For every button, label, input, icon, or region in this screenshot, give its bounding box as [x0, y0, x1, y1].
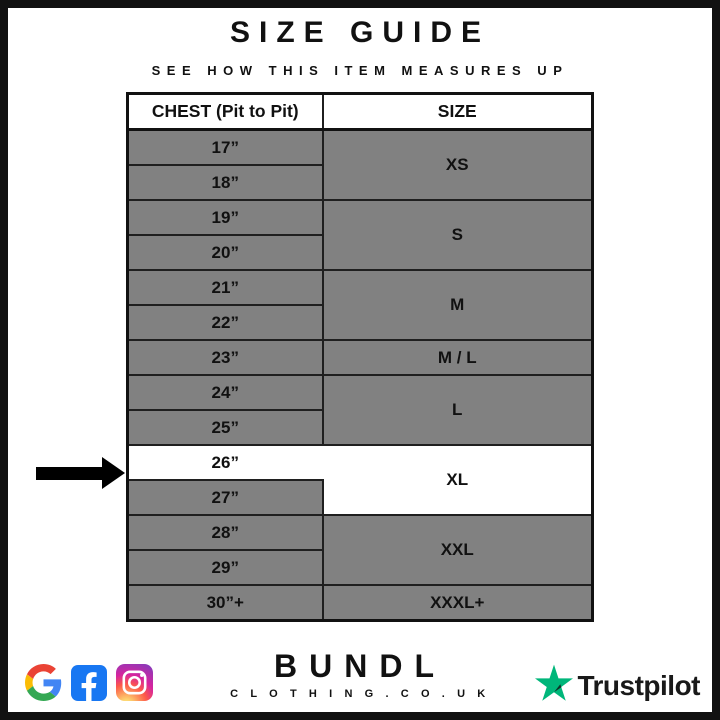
size-guide-page: [8, 16, 712, 720]
facebook-icon: [71, 665, 107, 701]
table-row: [128, 270, 593, 305]
size-cell: XXXL+: [323, 585, 593, 621]
brand-domain: C L O T H I N G . C O . U K: [230, 688, 490, 700]
chest-cell: 21”: [128, 270, 323, 305]
chest-cell: 29”: [128, 550, 323, 585]
table-row-highlighted: [128, 445, 593, 480]
size-table: [126, 92, 594, 622]
social-icons: [25, 664, 153, 701]
google-icon: [25, 664, 62, 701]
chest-cell: 17”: [128, 130, 323, 166]
chest-cell: 25”: [128, 410, 323, 445]
table-row: [128, 585, 593, 621]
chest-cell: 30”+: [128, 585, 323, 621]
size-column-header: SIZE: [323, 94, 593, 130]
chest-cell: 19”: [128, 200, 323, 235]
table-header-row: [128, 94, 593, 130]
size-cell-highlighted: XL: [323, 445, 593, 515]
brand-name: BUNDL: [274, 648, 446, 684]
page-title: SIZE GUIDE: [229, 16, 491, 49]
page-subtitle: SEE HOW THIS ITEM MEASURES UP: [151, 63, 569, 78]
table-row: [128, 130, 593, 166]
chest-cell: 24”: [128, 375, 323, 410]
chest-cell: 22”: [128, 305, 323, 340]
chest-column-header: CHEST (Pit to Pit): [128, 94, 323, 130]
trustpilot-star-icon: [535, 664, 573, 707]
size-cell: XXL: [323, 515, 593, 585]
table-row: [128, 515, 593, 550]
table-row: [128, 200, 593, 235]
footer: [8, 644, 712, 720]
chest-cell: 18”: [128, 165, 323, 200]
chest-cell-highlighted: 26”: [128, 445, 323, 480]
brand-logo: [230, 648, 490, 700]
size-cell: M: [323, 270, 593, 340]
table-row: [128, 375, 593, 410]
chest-cell: 20”: [128, 235, 323, 270]
size-cell: M / L: [323, 340, 593, 375]
row-indicator-arrow-icon: [36, 457, 125, 489]
arrow-shaft: [36, 467, 102, 480]
size-cell: L: [323, 375, 593, 445]
arrow-head: [102, 457, 125, 489]
size-cell: S: [323, 200, 593, 270]
chest-cell: 27”: [128, 480, 323, 515]
trustpilot-wordmark: Trustpilot: [577, 669, 700, 701]
instagram-icon: [116, 664, 153, 701]
table-row: [128, 340, 593, 375]
size-cell: XS: [323, 130, 593, 201]
trustpilot-logo: [535, 664, 700, 707]
chest-cell: 28”: [128, 515, 323, 550]
chest-cell: 23”: [128, 340, 323, 375]
